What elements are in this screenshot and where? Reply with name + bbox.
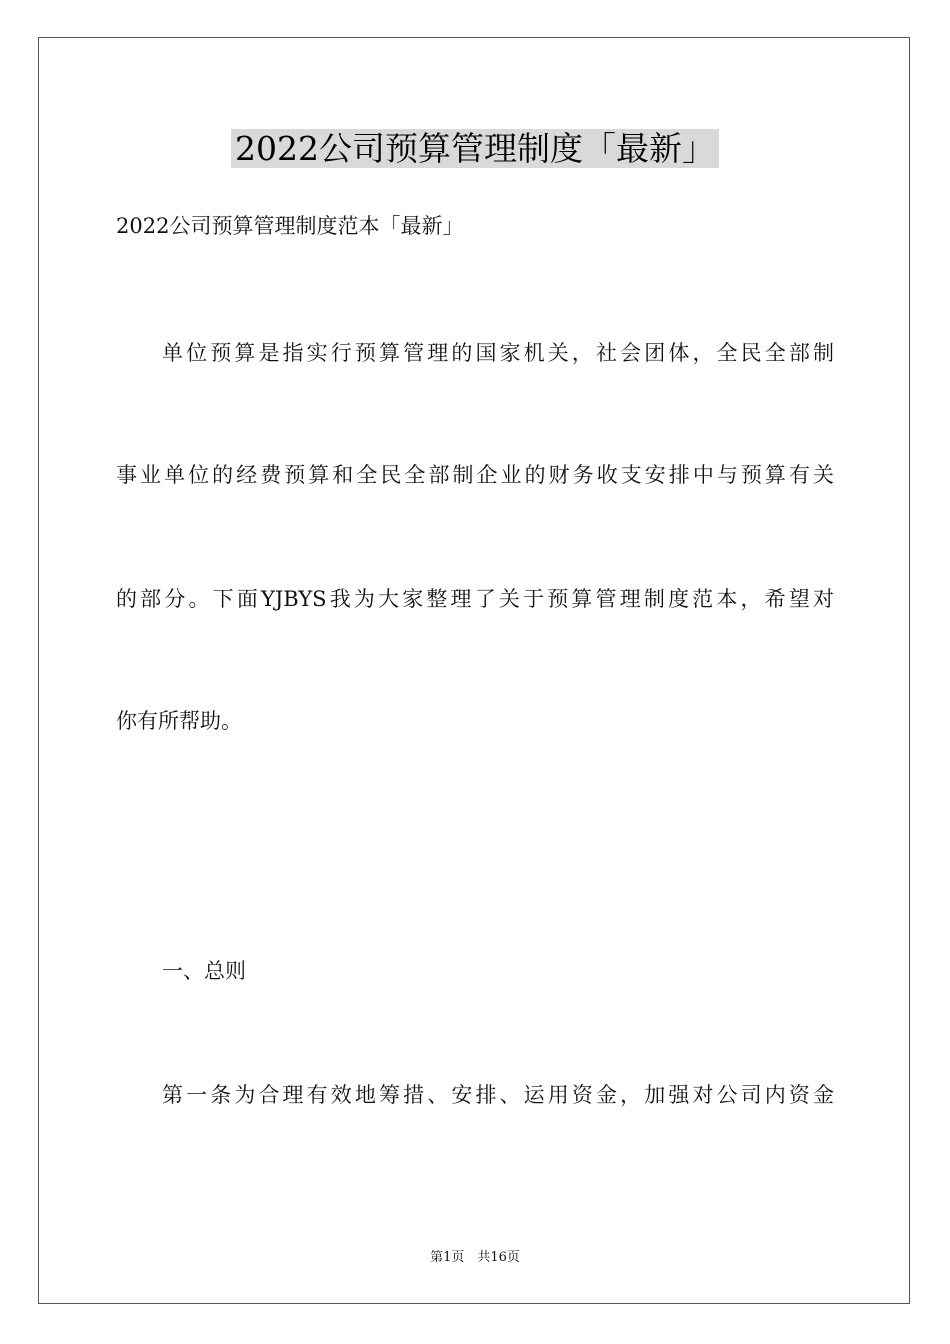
paragraph-line: 单位预算是指实行预算管理的国家机关，社会团体，全民全部制 (162, 341, 834, 365)
document-title-text: 2022公司预算管理制度「最新」 (231, 129, 719, 168)
paragraph-line: 第一条为合理有效地筹措、安排、运用资金，加强对公司内资金 (162, 1083, 834, 1107)
document-subtitle: 2022公司预算管理制度范本「最新」 (116, 214, 464, 238)
section-heading: 一、总则 (162, 959, 246, 983)
paragraph-line: 你有所帮助。 (116, 709, 242, 733)
document-title (0, 126, 950, 172)
paragraph-line: 的部分。下面YJBYS我为大家整理了关于预算管理制度范本，希望对 (116, 587, 834, 611)
page-footer: 第1页 共16页 (430, 1250, 520, 1265)
paragraph-line: 事业单位的经费预算和全民全部制企业的财务收支安排中与预算有关 (116, 463, 834, 487)
